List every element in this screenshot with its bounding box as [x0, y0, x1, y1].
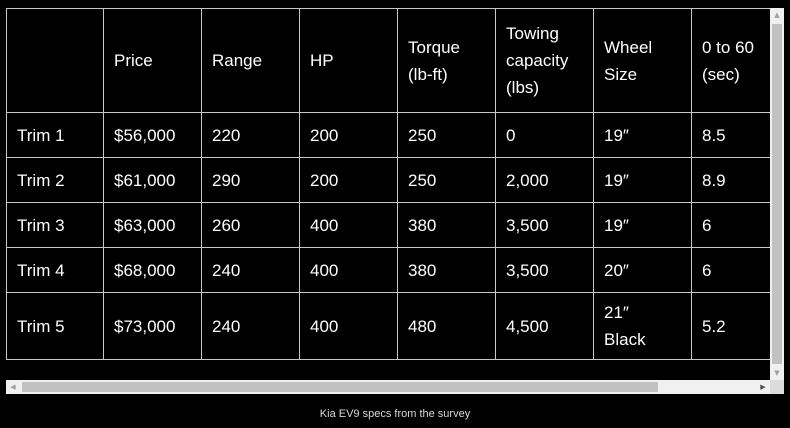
trim-label: Trim 2 — [17, 170, 65, 190]
table-cell — [594, 248, 692, 293]
table-cell — [692, 248, 771, 293]
column-header — [496, 9, 594, 113]
table-cell — [692, 203, 771, 248]
row-header-cell — [7, 158, 104, 203]
table-cell — [104, 293, 202, 360]
cell-value: 19″ — [604, 215, 629, 235]
cell-value: 380 — [408, 215, 437, 235]
column-header — [7, 9, 104, 113]
table-cell — [104, 158, 202, 203]
cell-value: 21″ Black — [604, 303, 646, 349]
table-cell — [496, 113, 594, 158]
cell-value: 20″ — [604, 260, 629, 280]
table-cell — [398, 113, 496, 158]
table-row — [7, 203, 771, 248]
table-cell — [104, 113, 202, 158]
trim-label: Trim 3 — [17, 215, 65, 235]
arrow-left-icon[interactable]: ◀ — [10, 383, 16, 391]
cell-value: 5.2 — [702, 316, 726, 336]
arrow-right-icon[interactable]: ▶ — [760, 383, 766, 391]
cell-value: 380 — [408, 260, 437, 280]
arrow-up-icon[interactable]: ▲ — [774, 11, 780, 19]
table-cell — [594, 158, 692, 203]
table-cell — [594, 293, 692, 360]
column-header — [104, 9, 202, 113]
table-cell — [202, 248, 300, 293]
table-cell — [594, 113, 692, 158]
cell-value: 400 — [310, 260, 339, 280]
table-cell — [398, 158, 496, 203]
column-header-label: Range — [212, 51, 263, 70]
row-header-cell — [7, 248, 104, 293]
table-cell — [104, 203, 202, 248]
table-cell — [496, 203, 594, 248]
cell-value: 240 — [212, 316, 241, 336]
row-header-cell — [7, 293, 104, 360]
column-header-label: Wheel Size — [604, 37, 653, 84]
cell-value: 220 — [212, 125, 241, 145]
cell-value: 19″ — [604, 170, 629, 190]
trim-label: Trim 1 — [17, 125, 65, 145]
horizontal-scrollbar[interactable] — [6, 380, 770, 394]
table-cell — [398, 203, 496, 248]
table-row — [7, 293, 771, 360]
row-header-cell — [7, 113, 104, 158]
table-cell — [692, 113, 771, 158]
cell-value: 3,500 — [506, 260, 549, 280]
table-cell — [398, 248, 496, 293]
column-header — [398, 9, 496, 113]
vertical-scrollbar-thumb[interactable] — [772, 24, 782, 364]
cell-value: $68,000 — [114, 260, 176, 280]
cell-value: 6 — [702, 260, 712, 280]
cell-value: $73,000 — [114, 316, 176, 336]
table-cell — [692, 293, 771, 360]
column-header — [692, 9, 771, 113]
cell-value: 250 — [408, 170, 437, 190]
cell-value: 260 — [212, 215, 241, 235]
cell-value: 200 — [310, 170, 339, 190]
table-cell — [496, 293, 594, 360]
column-header — [300, 9, 398, 113]
cell-value: 4,500 — [506, 316, 549, 336]
trim-label: Trim 5 — [17, 316, 65, 336]
scrollbar-corner — [770, 380, 784, 394]
cell-value: 8.5 — [702, 125, 726, 145]
table-cell — [398, 293, 496, 360]
table-cell — [594, 203, 692, 248]
table-header-row — [7, 9, 771, 113]
table-cell — [202, 293, 300, 360]
table-cell — [300, 293, 398, 360]
trim-label: Trim 4 — [17, 260, 65, 280]
table-row — [7, 248, 771, 293]
table-viewport — [6, 8, 784, 396]
table-cell — [202, 158, 300, 203]
cell-value: $63,000 — [114, 215, 176, 235]
cell-value: 290 — [212, 170, 241, 190]
cell-value: 200 — [310, 125, 339, 145]
column-header-label: HP — [310, 51, 334, 70]
cell-value: $61,000 — [114, 170, 176, 190]
table-cell — [202, 203, 300, 248]
column-header — [594, 9, 692, 113]
row-header-cell — [7, 203, 104, 248]
column-header-label: 0 to 60 (sec) — [702, 37, 754, 84]
table-row — [7, 113, 771, 158]
cell-value: 3,500 — [506, 215, 549, 235]
table-cell — [300, 158, 398, 203]
table-cell — [496, 248, 594, 293]
table-cell — [300, 113, 398, 158]
table-row — [7, 158, 771, 203]
specs-table — [6, 8, 770, 360]
table-scroll-area[interactable] — [6, 8, 770, 380]
vertical-scrollbar[interactable] — [770, 8, 784, 380]
cell-value: 240 — [212, 260, 241, 280]
arrow-down-icon[interactable]: ▼ — [774, 369, 780, 377]
table-cell — [202, 113, 300, 158]
table-cell — [692, 158, 771, 203]
column-header-label: Towing capacity (lbs) — [506, 24, 569, 97]
table-cell — [496, 158, 594, 203]
table-caption: Kia EV9 specs from the survey — [319, 408, 471, 420]
cell-value: 6 — [702, 215, 712, 235]
cell-value: 8.9 — [702, 170, 726, 190]
column-header — [202, 9, 300, 113]
table-cell — [300, 203, 398, 248]
cell-value: 250 — [408, 125, 437, 145]
cell-value: 400 — [310, 215, 339, 235]
table-cell — [300, 248, 398, 293]
cell-value: 0 — [506, 125, 516, 145]
cell-value: 19″ — [604, 125, 629, 145]
cell-value: $56,000 — [114, 125, 176, 145]
table-cell — [104, 248, 202, 293]
horizontal-scrollbar-thumb[interactable] — [22, 382, 658, 392]
cell-value: 400 — [310, 316, 339, 336]
cell-value: 2,000 — [506, 170, 549, 190]
cell-value: 480 — [408, 316, 437, 336]
column-header-label: Torque (lb-ft) — [408, 37, 460, 84]
column-header-label: Price — [114, 51, 153, 70]
